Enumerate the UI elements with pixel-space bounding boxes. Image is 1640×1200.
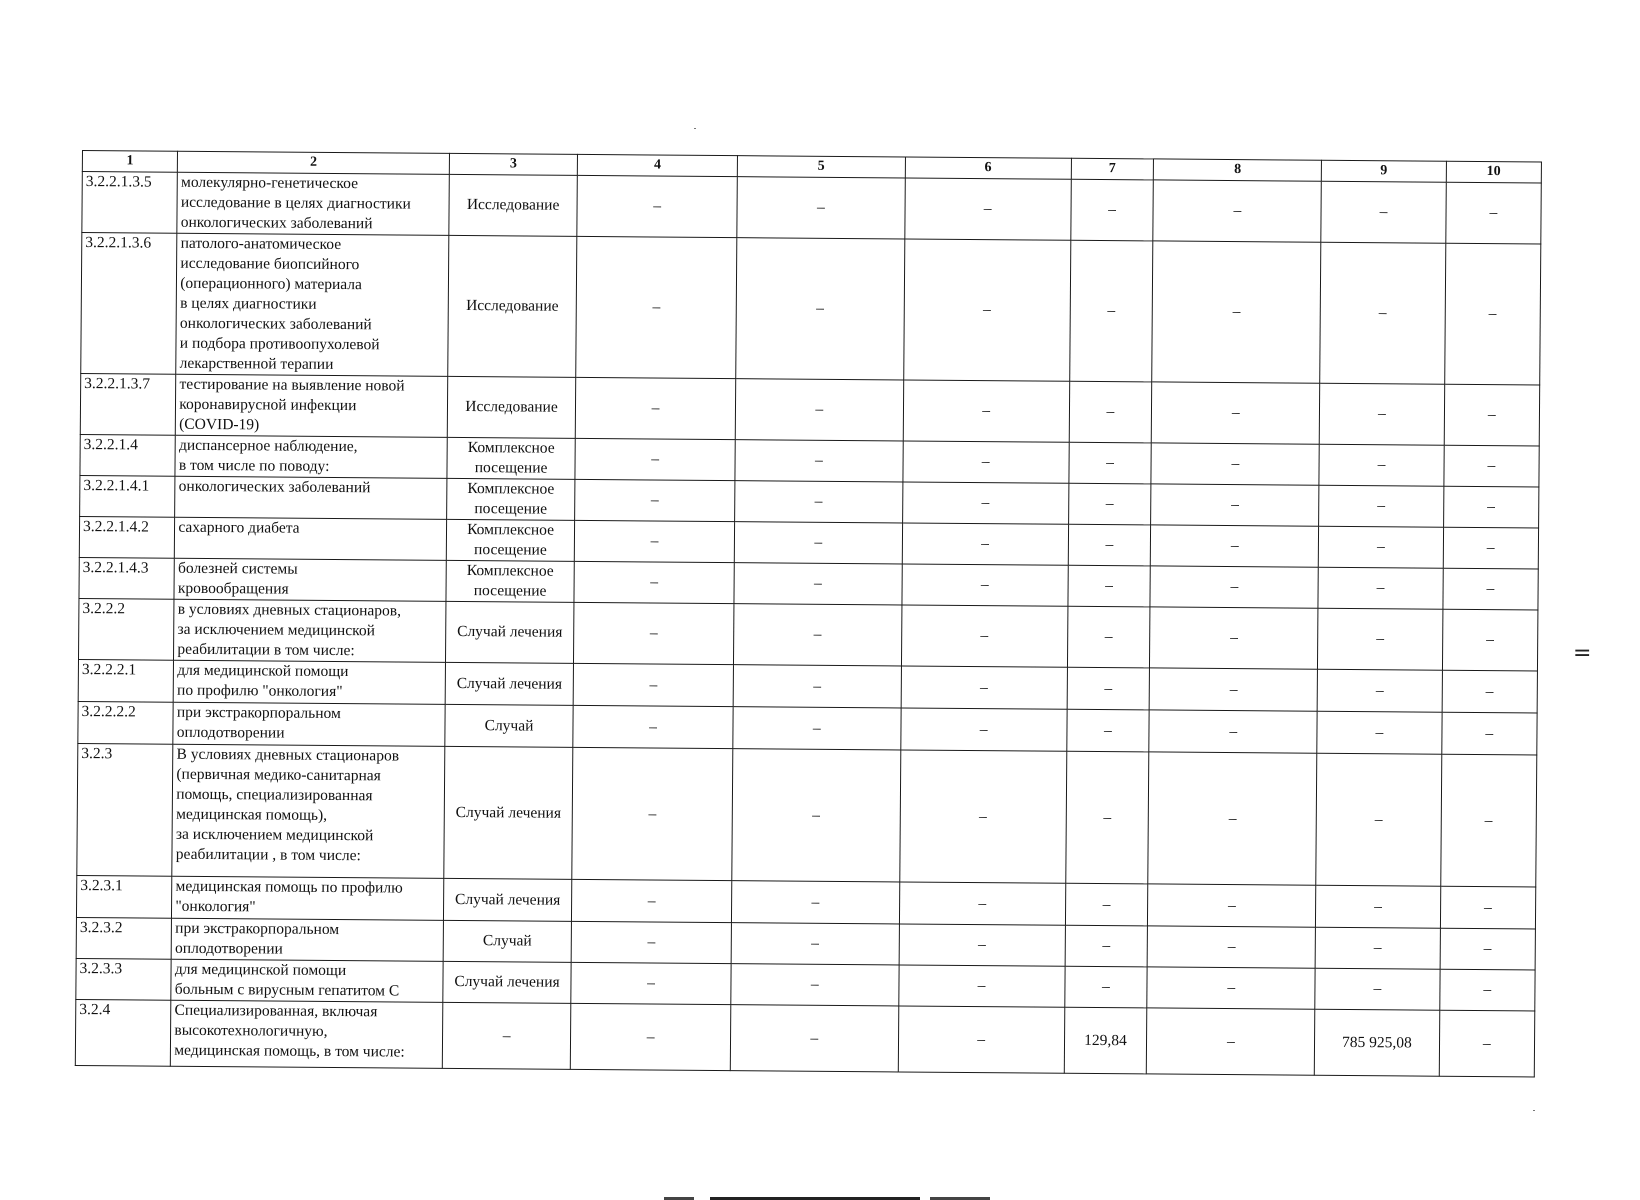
column-number-4: 4 [578,154,738,176]
cell-value-col-5 [734,481,902,523]
cell-value-text: – [1375,681,1384,699]
cell-value-text: – [814,533,823,551]
cell-value-col-4 [576,236,737,378]
cell-value-text: – [1484,811,1493,829]
cell-value-col-9 [1319,444,1444,486]
cell-value-col-9 [1319,383,1444,445]
cell-value-text: – [1229,722,1238,740]
row-unit: Случай [445,704,574,747]
row-name: диспансерное наблюдение, в том числе по поводу: [175,435,447,478]
row-code: 3.2.2.2.2 [78,701,174,744]
row-name: при экстракорпоральном оплодотворении [173,702,445,746]
cell-value-col-7 [1067,667,1150,710]
cell-value-col-8 [1151,443,1319,485]
cell-value-col-5 [733,604,901,666]
cell-value-col-8 [1147,967,1315,1009]
cell-value-text: – [982,301,991,319]
cell-value-col-7 [1068,483,1151,525]
cell-value-text: – [653,197,662,215]
cell-value-text: – [977,977,986,995]
cell-value-text: – [815,400,824,418]
row-name: Специализированная, включая высокотехнологичную, медицинская помощь, в том числе: [171,1000,443,1068]
cell-value-text: – [1104,679,1113,697]
cell-value-text: – [1103,808,1112,826]
row-code: 3.2.4 [75,999,171,1066]
cell-value-text: – [1482,1034,1491,1052]
cell-value-col-7 [1064,1007,1147,1074]
scan-speck [1533,1110,1535,1111]
cell-value-text: – [979,720,988,738]
cell-value-text: – [1374,810,1383,828]
row-name: для медицинской помощи больным с вирусным гепатитом С [171,959,443,1002]
row-name: патолого-анатомическое исследование биопсийного (операционного) материала в целях диагностики онкологических заболеваний и подбора противоопухолевой лекарственной терапии [176,233,449,376]
cell-value-col-6 [899,882,1065,925]
cell-value-text: – [650,491,659,509]
cell-value-col-7 [1069,381,1152,443]
cell-value-col-5 [734,563,902,605]
cell-value-text: – [980,627,989,645]
column-number-2: 2 [178,151,450,174]
cell-value-col-5 [736,238,905,380]
cell-value-text: – [1486,631,1494,649]
cell-value-text: – [981,535,990,553]
row-unit: Случай лечения [443,961,572,1003]
cell-value-col-9 [1316,885,1441,928]
cell-value-text: – [1231,496,1240,514]
cell-value-text: – [1487,498,1495,516]
cell-value-col-8 [1152,382,1320,444]
cell-value-col-10 [1440,754,1536,887]
cell-value-text: – [1376,538,1385,556]
table-body [75,151,1541,1077]
cell-value-col-10 [1440,928,1536,970]
cell-value-text: – [1106,403,1115,421]
cell-value-col-4 [571,1003,731,1070]
table-row [75,999,1534,1076]
cell-value-col-7 [1065,751,1149,884]
cell-value-text: – [1106,454,1114,472]
cell-value-text: – [1377,456,1386,474]
row-code: 3.2.2.1.3.6 [81,233,177,375]
cell-value-text: – [814,492,823,510]
cell-value-col-9 [1318,608,1443,670]
cell-value-text: – [1104,628,1113,646]
cell-value-col-5 [734,522,902,564]
row-unit: Комплексное посещение [446,519,575,561]
cell-value-text: – [1379,203,1388,221]
cell-value-col-10 [1441,712,1537,755]
row-name: медицинская помощь по профилю "онкология" [172,876,444,920]
cell-value-col-5 [731,923,899,965]
row-unit: Исследование [449,174,578,236]
cell-value-text: – [1485,682,1494,700]
scan-speck [694,128,696,129]
cell-value-col-8 [1151,525,1319,567]
cell-value-col-10 [1444,243,1540,385]
cell-value-text: – [1489,204,1498,222]
cell-value-col-4 [572,879,732,922]
cell-value-text: – [1232,303,1241,321]
column-number-7: 7 [1071,158,1154,180]
cell-value-col-10 [1439,1010,1535,1077]
row-name: сахарного диабета [175,517,447,560]
row-name: при экстракорпоральном оплодотворении [171,918,443,961]
cell-value-col-8 [1150,668,1318,711]
cell-value-col-9 [1318,567,1443,609]
cell-value-col-7 [1070,179,1153,241]
cell-value-col-4 [575,438,735,480]
cell-value-col-8 [1151,484,1319,526]
cell-value-text: – [977,1030,986,1048]
cell-value-text: – [1230,578,1239,596]
cell-value-text: – [1102,937,1111,955]
cell-value-text: – [1227,938,1236,956]
cell-value-col-7 [1068,524,1151,566]
row-unit: Комплексное посещение [446,478,575,520]
row-code: 3.2.3 [77,743,173,876]
cell-value-col-7 [1065,925,1148,967]
cell-value-text: – [977,936,986,954]
cell-value-text: – [1228,809,1237,827]
cell-value-col-9 [1315,1009,1440,1076]
row-unit: Случай лечения [445,601,574,663]
cell-value-text: – [1230,629,1238,647]
cell-value-col-4 [573,663,733,706]
cell-value-text: – [649,624,658,642]
cell-value-col-6 [903,239,1070,381]
cell-value-text: – [1227,896,1236,914]
cell-value-col-9 [1317,711,1442,754]
cell-value-col-9 [1315,927,1440,969]
cell-value-text: – [981,494,990,512]
cell-value-text: – [1373,939,1382,957]
cell-value-col-4 [577,175,737,237]
row-name: молекулярно-генетическое исследование в целях диагностики онкологических заболеваний [177,172,449,235]
row-code: 3.2.2.1.3.7 [80,373,176,435]
cell-value-col-8 [1153,180,1321,242]
cell-value-col-10 [1440,886,1536,929]
row-unit: Исследование [447,376,576,438]
cell-value-text: – [1483,981,1492,999]
cell-value-col-4 [573,705,733,748]
row-code: 3.2.2.1.4 [80,434,176,476]
cell-value-text: – [980,576,989,594]
cell-value-col-8 [1149,710,1317,753]
row-code: 3.2.2.1.4.2 [79,516,175,558]
cell-value-text: – [1105,495,1114,513]
cell-value-text: – [812,719,821,737]
cell-value-text: – [812,806,821,824]
cell-value-col-9 [1317,669,1442,712]
cell-value-col-5 [733,665,901,708]
cell-value-col-10 [1443,568,1539,610]
cell-value-col-9 [1315,968,1440,1010]
cell-value-text: – [650,532,659,550]
cell-value-text: – [1376,579,1385,597]
cell-value-text: 129,84 [1084,1031,1127,1049]
cell-value-col-10 [1442,609,1538,671]
cell-value-text: – [1105,577,1114,595]
cell-value-text: – [1483,940,1492,958]
row-code: 3.2.2.2 [78,598,174,660]
cell-value-text: – [1231,404,1240,422]
row-unit: Случай лечения [444,746,574,879]
table-row [81,233,1541,385]
cell-value-text: – [978,807,987,825]
cell-value-text: – [649,675,658,694]
cell-value-col-6 [899,965,1065,1007]
cell-value-text: – [1487,406,1496,424]
table-row [80,373,1539,445]
cell-value-col-5 [733,707,901,750]
cell-value-col-10 [1443,527,1539,569]
cell-value-text: – [1108,201,1116,219]
cell-value-text: – [1374,897,1382,915]
column-number-6: 6 [905,157,1071,179]
column-number-10: 10 [1446,161,1542,183]
table-row [77,743,1537,886]
column-number-8: 8 [1154,159,1322,181]
cell-value-text: – [979,678,988,696]
cell-value-col-7 [1065,883,1148,926]
cell-value-col-10 [1439,969,1535,1011]
cell-value-text: – [652,298,661,316]
cell-value-text: – [1226,1032,1235,1050]
cell-value-col-4 [576,377,736,439]
cell-value-col-9 [1316,753,1441,886]
cell-value-col-6 [902,523,1068,565]
cell-value-text: – [1485,724,1494,742]
cell-value-text: – [647,933,656,951]
cell-value-text: – [1230,537,1239,555]
cell-value-col-4 [574,602,734,664]
row-code: 3.2.3.1 [76,875,172,918]
cell-value-col-10 [1444,445,1540,487]
cell-value-col-6 [903,380,1069,442]
cell-value-col-7 [1064,966,1147,1008]
cell-value-col-4 [575,520,735,562]
cell-value-text: – [816,198,825,216]
cell-value-col-10 [1444,384,1540,446]
cell-value-col-9 [1320,242,1445,384]
cell-value-text: – [1483,898,1492,916]
cell-value-col-6 [900,750,1067,883]
row-name: в условиях дневных стационаров, за исключением медицинской реабилитации в том числе: [174,599,446,662]
cell-value-text: – [1101,978,1110,996]
cell-value-text: – [1488,305,1497,323]
cell-value-col-5 [735,440,903,482]
cell-value-text: – [650,573,659,591]
cell-value-text: – [1227,979,1236,997]
cell-value-text: – [1378,304,1387,322]
cell-value-col-6 [901,708,1067,751]
row-code: 3.2.2.1.4.3 [79,557,175,599]
cell-value-col-7 [1068,442,1151,484]
table-row [82,172,1541,244]
cell-value-col-6 [898,1006,1064,1073]
cell-value-text: – [1375,723,1384,741]
cell-value-text: – [649,717,658,736]
cell-value-text: – [1377,497,1386,515]
cell-value-text: – [651,399,660,417]
row-code: 3.2.3.2 [76,917,172,959]
row-name: онкологических заболеваний [175,476,447,519]
cell-value-col-8 [1152,241,1321,383]
cell-value-col-5 [735,379,903,441]
cell-value-text: – [646,1027,655,1046]
cell-value-text: – [1233,202,1242,220]
row-unit: Исследование [448,235,578,377]
cell-value-col-5 [730,1005,898,1072]
cell-value-text: 785 925,08 [1342,1033,1412,1051]
row-unit: Случай лечения [445,662,574,705]
row-code: 3.2.3.3 [76,958,172,1000]
cell-value-col-10 [1443,486,1539,528]
cell-value-text: – [648,804,657,823]
cell-value-text: – [978,894,987,912]
cell-value-col-6 [902,564,1068,606]
row-unit: – [442,1002,571,1069]
column-number-5: 5 [737,156,905,178]
cell-value-col-4 [571,921,731,963]
cell-value-text: – [1231,455,1240,473]
row-name: для медицинской помощи по профилю "онкология" [173,660,445,704]
cell-value-col-8 [1148,926,1316,968]
row-code: 3.2.2.1.3.5 [82,172,178,234]
row-unit: Случай лечения [443,878,572,921]
cell-value-col-6 [901,666,1067,709]
row-code: 3.2.2.1.4.1 [80,475,176,517]
cell-value-text: – [814,451,823,469]
data-table [75,150,1542,1077]
cell-value-text: – [1107,302,1116,320]
cell-value-col-8 [1150,607,1318,669]
side-mark: = [1573,641,1592,666]
table-row [78,598,1537,670]
column-number-1: 1 [82,151,177,173]
column-number-3: 3 [449,153,578,175]
cell-value-text: – [1487,457,1496,475]
cell-value-text: – [647,891,656,910]
cell-value-col-8 [1147,1008,1315,1075]
cell-value-col-9 [1321,181,1446,243]
cell-value-text: – [816,299,825,317]
cell-value-col-6 [902,482,1068,524]
cell-value-text: – [1377,405,1386,423]
cell-value-text: – [813,677,822,695]
cell-value-col-6 [901,605,1067,667]
cell-value-col-7 [1069,240,1153,382]
cell-value-text: – [811,893,820,911]
cell-value-text: – [1102,895,1111,913]
column-number-9: 9 [1322,160,1447,182]
cell-value-text: – [1376,630,1385,648]
cell-value-col-4 [574,561,734,603]
cell-value-col-9 [1319,485,1444,527]
cell-value-col-6 [903,441,1069,483]
cell-value-text: – [981,453,990,471]
cell-value-col-4 [571,962,731,1004]
cell-value-col-7 [1067,606,1150,668]
cell-value-text: – [1486,539,1495,557]
cell-value-col-8 [1148,752,1317,885]
row-name: тестирование на выявление новой коронавирусной инфекции (COVID-19) [176,374,448,437]
cell-value-text: – [811,934,820,952]
cell-value-col-5 [731,964,899,1006]
cell-value-text: – [813,574,822,592]
cell-value-text: – [1105,536,1114,554]
cell-value-text: – [982,402,991,420]
cell-value-col-5 [737,177,905,239]
cell-value-text: – [1373,980,1382,998]
row-unit: Случай [443,920,572,962]
cell-value-text: – [647,974,655,992]
cell-value-col-8 [1150,566,1318,608]
cell-value-text: – [983,200,992,218]
cell-value-col-5 [731,881,899,924]
cell-value-text: – [810,975,819,993]
cell-value-col-10 [1442,670,1538,713]
document-sheet [75,150,1542,1077]
cell-value-text: – [810,1029,819,1047]
row-name: болезней системы кровообращения [174,558,446,601]
row-name: В условиях дневных стационаров (первичная медико-санитарная помощь, специализированная медицинская помощь), за исключением медицинской реабилитации , в том числе: [172,744,445,878]
cell-value-text: – [813,625,822,643]
cell-value-col-4 [575,479,735,521]
row-code: 3.2.2.2.1 [78,659,174,702]
cell-value-text: – [651,450,660,468]
cell-value-col-4 [572,747,733,880]
cell-value-col-6 [905,178,1071,240]
cell-value-text: – [1229,680,1238,698]
cell-value-col-5 [732,749,901,882]
cell-value-col-7 [1066,709,1149,752]
cell-value-col-8 [1148,884,1316,927]
cell-value-text: – [1103,721,1112,739]
cell-value-col-9 [1319,526,1444,568]
cell-value-col-6 [899,924,1065,966]
cell-value-col-7 [1067,565,1150,607]
row-unit: Комплексное посещение [447,437,576,479]
row-unit: Комплексное посещение [446,560,575,602]
cell-value-text: – [1486,580,1495,598]
cell-value-col-10 [1445,182,1541,244]
